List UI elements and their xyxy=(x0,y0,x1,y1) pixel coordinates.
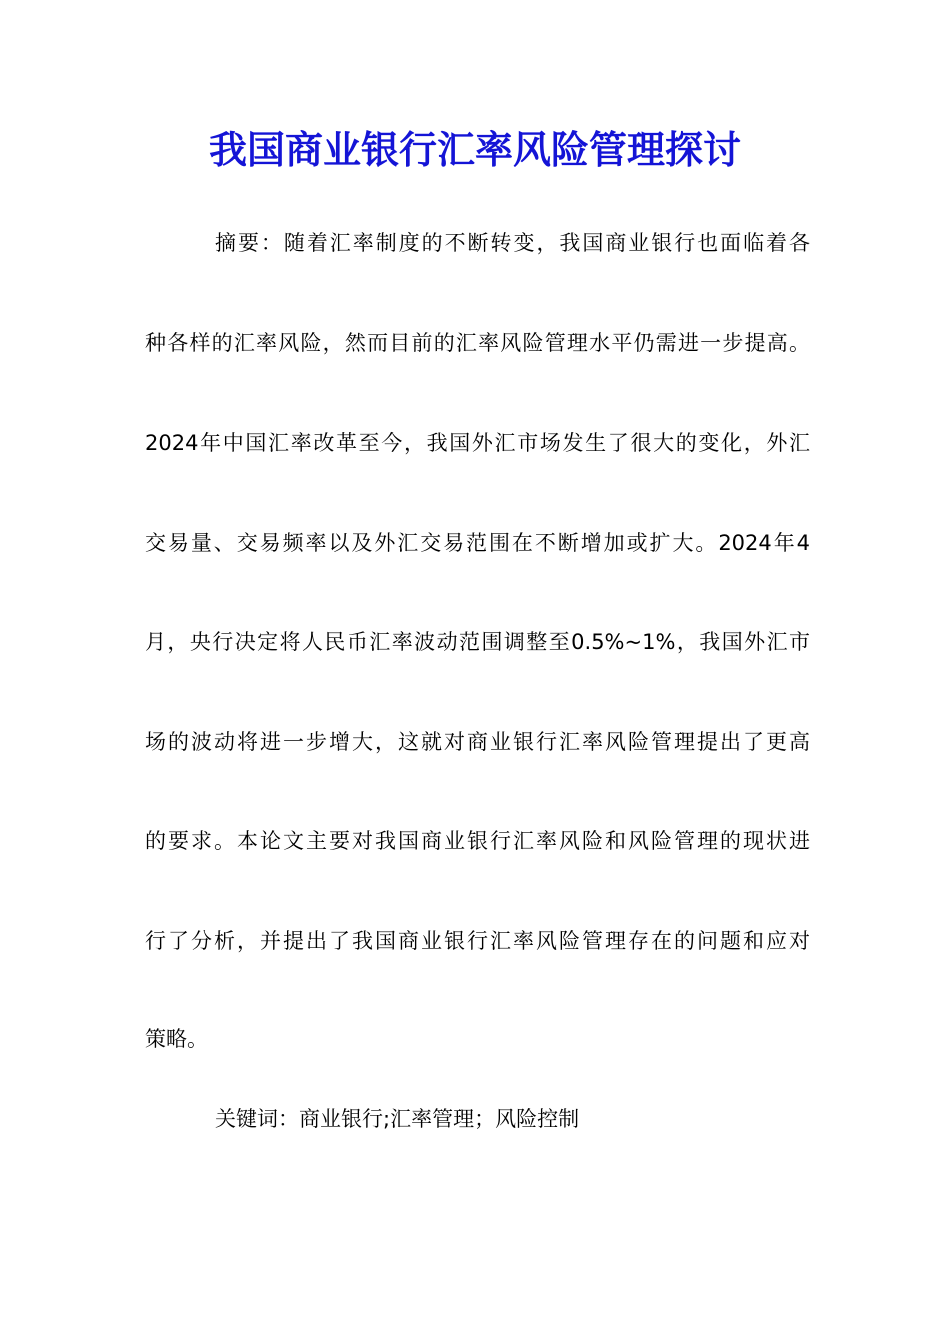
keywords: 关键词：商业银行;汇率管理；风险控制 xyxy=(215,1107,580,1131)
document-title: 我国商业银行汇率风险管理探讨 xyxy=(208,127,741,172)
abstract-line-2: 种各样的汇率风险，然而目前的汇率风险管理水平仍需进一步提高。 xyxy=(145,331,810,355)
abstract-line-9: 策略。 xyxy=(145,1027,208,1051)
abstract-line-8: 行了分析，并提出了我国商业银行汇率风险管理存在的问题和应对 xyxy=(145,929,810,953)
abstract-line-5: 月，央行决定将人民币汇率波动范围调整至0.5%~1%，我国外汇市 xyxy=(145,630,810,654)
abstract-line-3: 2024年中国汇率改革至今，我国外汇市场发生了很大的变化，外汇 xyxy=(145,431,810,455)
abstract-line-7: 的要求。本论文主要对我国商业银行汇率风险和风险管理的现状进 xyxy=(145,829,810,853)
abstract-line-4: 交易量、交易频率以及外汇交易范围在不断增加或扩大。2024年4 xyxy=(145,531,810,555)
abstract-line-1: 摘要：随着汇率制度的不断转变，我国商业银行也面临着各 xyxy=(215,231,810,255)
abstract-line-6: 场的波动将进一步增大，这就对商业银行汇率风险管理提出了更高 xyxy=(145,730,810,754)
